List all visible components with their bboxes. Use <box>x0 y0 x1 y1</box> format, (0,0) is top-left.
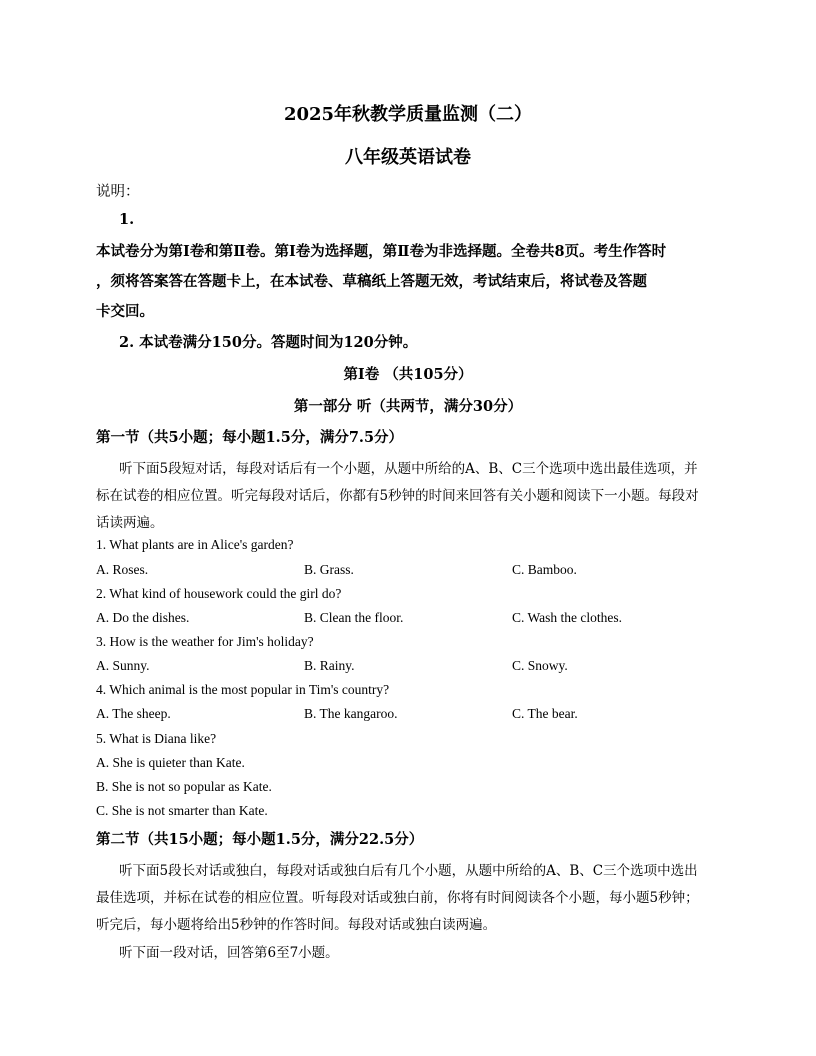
section-2-sub-instructions: 听下面一段对话，回答第6至7小题。 <box>119 945 339 961</box>
section-2-heading: 第二节（共15小题；每小题1.5分，满分22.5分） <box>96 831 424 848</box>
section-1-instructions-line-2: 标在试卷的相应位置。听完每段对话后，你都有5秒钟的时间来回答有关小题和阅读下一小题。每段对 <box>96 488 699 504</box>
question-5-option-b: B. She is not so popular as Kate. <box>96 779 272 794</box>
question-2-option-c: C. Wash the clothes. <box>512 610 623 625</box>
question-2-option-b: B. Clean the floor. <box>304 610 404 625</box>
notes-item-2: 2. 本试卷满分150分。答题时间为120分钟。 <box>119 334 418 351</box>
volume-1-heading: 第Ⅰ卷 （共105分） <box>343 366 473 383</box>
notes-item-1-line-3: 卡交回。 <box>96 303 154 320</box>
notes-label: 说明： <box>96 184 140 200</box>
question-4-option-c: C. The bear. <box>512 706 578 721</box>
notes-item-1-line-1: 本试卷分为第Ⅰ卷和第Ⅱ卷。第Ⅰ卷为选择题，第Ⅱ卷为非选择题。全卷共8页。考生作答时 <box>96 243 667 260</box>
question-3-option-c: C. Snowy. <box>512 658 568 673</box>
exam-subtitle: 八年级英语试卷 <box>345 147 471 168</box>
question-1-option-c: C. Bamboo. <box>512 562 577 577</box>
section-1-instructions-line-3: 话读两遍。 <box>96 515 164 531</box>
question-4-stem: 4. Which animal is the most popular in Tim's country? <box>96 682 390 697</box>
section-2-instructions-line-3: 听完后，每小题将给出5秒钟的作答时间。每段对话或独白读两遍。 <box>96 917 497 933</box>
section-1-instructions-line-1: 听下面5段短对话，每段对话后有一个小题，从题中所给的A、B、C三个选项中选出最佳选项，并 <box>119 461 698 477</box>
section-2-instructions-line-1: 听下面5段长对话或独白，每段对话或独白后有几个小题，从题中所给的A、B、C三个选项中选出 <box>119 863 698 879</box>
section-1-heading: 第一节（共5小题；每小题1.5分，满分7.5分） <box>96 429 404 446</box>
question-1-option-a: A. Roses. <box>96 562 149 577</box>
question-4-option-b: B. The kangaroo. <box>304 706 398 721</box>
notes-item-1-number: 1. <box>119 211 135 228</box>
question-1-option-b: B. Grass. <box>304 562 354 577</box>
question-2-option-a: A. Do the dishes. <box>96 610 190 625</box>
question-3-option-b: B. Rainy. <box>304 658 355 673</box>
question-4-option-a: A. The sheep. <box>96 706 171 721</box>
question-5-option-a: A. She is quieter than Kate. <box>96 755 245 770</box>
question-5-stem: 5. What is Diana like? <box>96 731 217 746</box>
question-3-stem: 3. How is the weather for Jim's holiday? <box>96 634 314 649</box>
question-5-option-c: C. She is not smarter than Kate. <box>96 803 268 818</box>
question-3-option-a: A. Sunny. <box>96 658 150 673</box>
question-1-stem: 1. What plants are in Alice's garden? <box>96 537 294 552</box>
section-2-instructions-line-2: 最佳选项，并标在试卷的相应位置。听每段对话或独白前，你将有时间阅读各个小题，每小题5秒钟； <box>96 890 699 906</box>
exam-title: 2025年秋教学质量监测（二） <box>283 104 533 125</box>
question-2-stem: 2. What kind of housework could the girl do? <box>96 586 342 601</box>
part-1-heading: 第一部分 听（共两节，满分30分） <box>293 398 523 415</box>
notes-item-1-line-2: ，须将答案答在答题卡上，在本试卷、草稿纸上答题无效，考试结束后，将试卷及答题 <box>96 273 647 290</box>
